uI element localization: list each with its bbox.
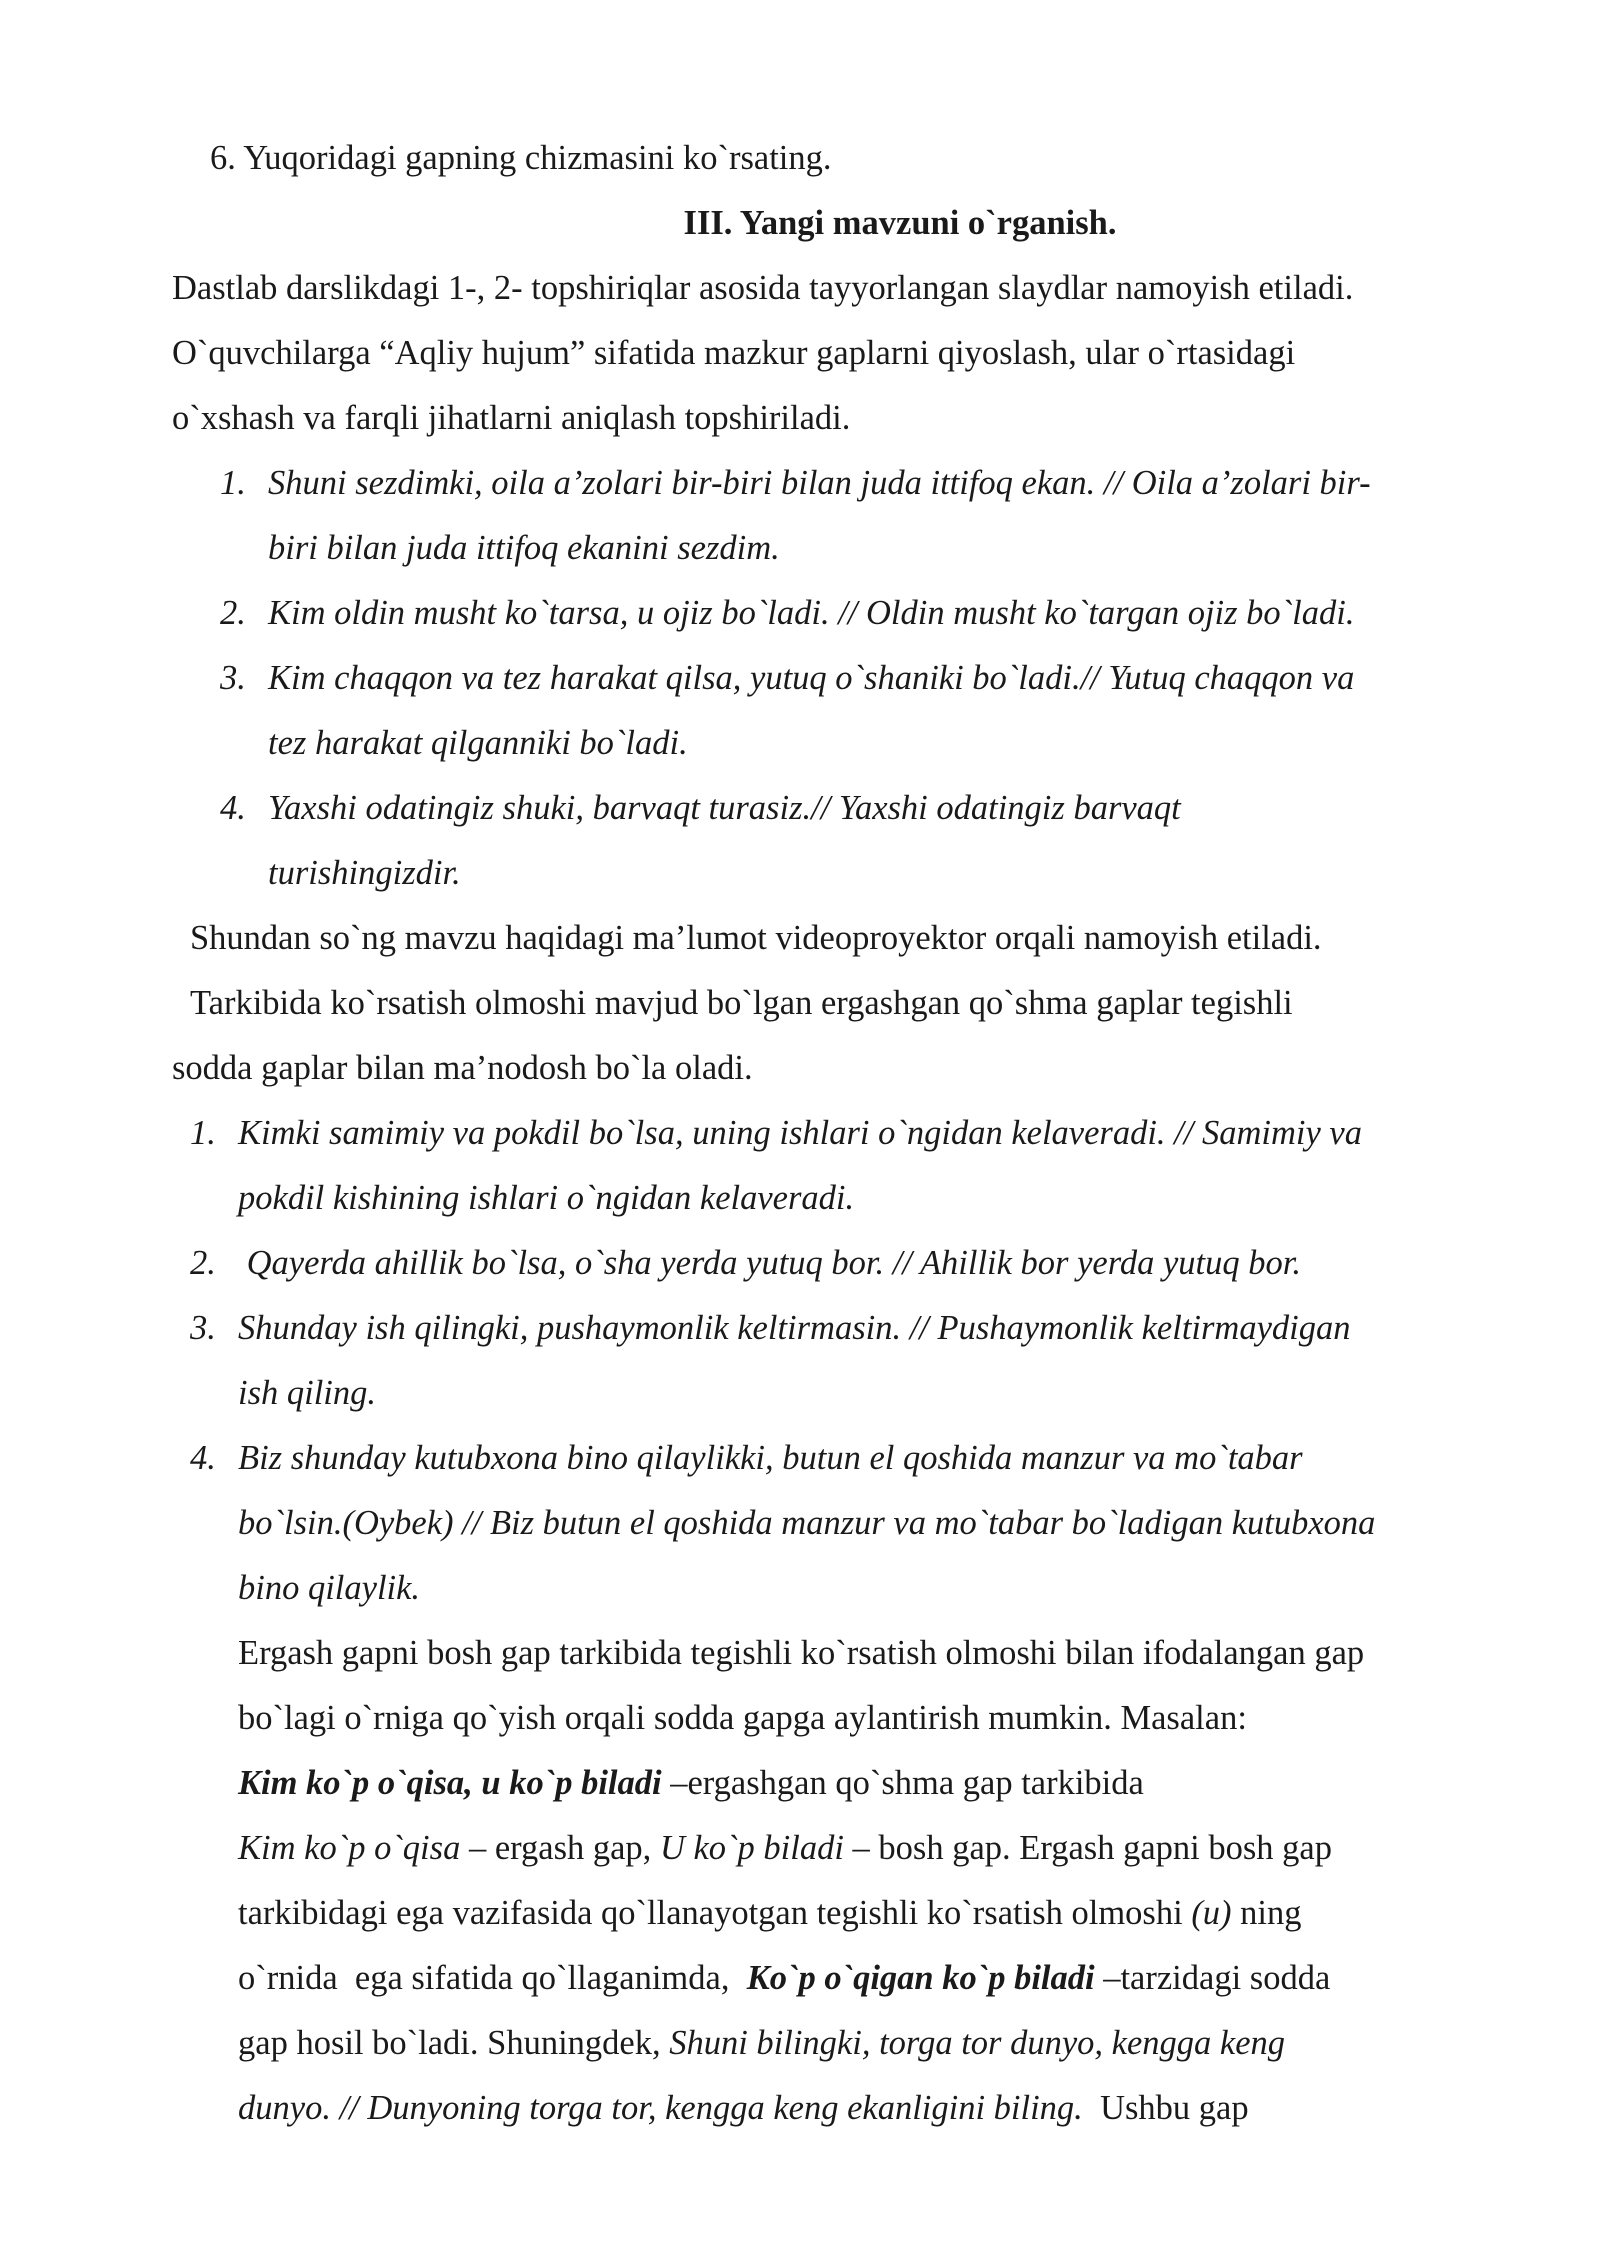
list-text: Qayerda ahillik bo`lsa, o`sha yerda yutuq bor. // Ahillik bor yerda yutuq bor. [238, 1244, 1301, 1282]
text-run: tarkibidagi ega vazifasida qo`llanayotgan tegishli ko`rsatish olmoshi [238, 1894, 1192, 1932]
list-b-item-4 [190, 1436, 1303, 1480]
list-number: 4. [190, 1439, 216, 1477]
list-a-item-4-cont: turishingizdir. [268, 854, 461, 892]
closing-line-4 [238, 1826, 1332, 1870]
list-text: Kim chaqqon va tez harakat qilsa, yutuq o`shaniki bo`ladi.// Yutuq chaqqon va [268, 659, 1355, 697]
middle-line-3: sodda gaplar bilan ma’nodosh bo`la oladi. [172, 1049, 753, 1087]
intro-line-1: Dastlab darslikdagi 1-, 2- topshiriqlar asosida tayyorlangan slaydlar namoyish etiladi. [172, 269, 1354, 307]
list-b-item-1-cont: pokdil kishining ishlari o`ngidan kelaveradi. [238, 1179, 855, 1217]
intro-line-2: O`quvchilarga “Aqliy hujum” sifatida mazkur gaplarni qiyoslash, ular o`rtasidagi [172, 334, 1296, 372]
list-a-item-1 [220, 461, 1371, 505]
list-b-item-4-cont: bo`lsin.(Oybek) // Biz butun el qoshida manzur va mo`tabar bo`ladigan kutubxona [238, 1504, 1376, 1542]
list-number: 4. [220, 789, 246, 827]
list-text: Kimki samimiy va pokdil bo`lsa, uning ishlari o`ngidan kelaveradi. // Samimiy va [238, 1114, 1362, 1152]
middle-line-2: Tarkibida ko`rsatish olmoshi mavjud bo`lgan ergashgan qo`shma gaplar tegishli [190, 984, 1293, 1022]
list-a-item-3-cont: tez harakat qilganniki bo`ladi. [268, 724, 688, 762]
text-run: gap hosil bo`ladi. Shuningdek, [238, 2024, 670, 2062]
list-b-item-3-cont: ish qiling. [238, 1374, 377, 1412]
example-sentence: Kim ko`p o`qisa, u ko`p biladi [238, 1764, 662, 1802]
text-run: – ergash gap, [460, 1829, 660, 1867]
closing-line-6 [238, 1956, 1330, 2000]
list-number: 3. [220, 659, 246, 697]
list-a-item-2 [220, 591, 1354, 635]
closing-line-8 [238, 2086, 1249, 2130]
list-a-item-4 [220, 786, 1181, 830]
intro-line-3: o`xshash va farqli jihatlarni aniqlash topshiriladi. [172, 399, 851, 437]
list-a-item-3 [220, 656, 1354, 700]
italic-run: Kim ko`p o`qisa [238, 1829, 461, 1867]
list-number: 2. [190, 1244, 216, 1282]
italic-run: dunyo. // Dunyoning torga tor, kengga keng ekanligini biling. [238, 2089, 1083, 2127]
list-text: Shuni sezdimki, oila a’zolari bir-biri bilan juda ittifoq ekan. // Oila a’zolari bir- [268, 464, 1371, 502]
closing-line-2: bo`lagi o`rniga qo`yish orqali sodda gapga aylantirish mumkin. Masalan: [238, 1699, 1247, 1737]
text-run: ning [1231, 1894, 1302, 1932]
italic-run: U ko`p biladi [659, 1829, 844, 1867]
top-list-item: 6. Yuqoridagi gapning chizmasini ko`rsating. [210, 139, 832, 177]
text-run: –ergashgan qo`shma gap tarkibida [661, 1764, 1144, 1802]
list-b-item-2 [190, 1241, 1301, 1285]
closing-line-5 [238, 1891, 1302, 1935]
italic-run: (u) [1191, 1894, 1232, 1932]
list-number: 1. [190, 1114, 216, 1152]
text-run: – bosh gap. Ergash gapni bosh gap [843, 1829, 1332, 1867]
closing-line-7 [238, 2021, 1285, 2065]
closing-line-3 [238, 1761, 1144, 1805]
list-number: 1. [220, 464, 246, 502]
list-text: Biz shunday kutubxona bino qilaylikki, butun el qoshida manzur va mo`tabar [238, 1439, 1303, 1477]
list-number: 3. [190, 1309, 216, 1347]
list-a-item-1-cont: biri bilan juda ittifoq ekanini sezdim. [268, 529, 780, 567]
list-b-item-1 [190, 1111, 1362, 1155]
list-text: Yaxshi odatingiz shuki, barvaqt turasiz.// Yaxshi odatingiz barvaqt [268, 789, 1181, 827]
list-text: Shunday ish qilingki, pushaymonlik keltirmasin. // Pushaymonlik keltirmaydigan [238, 1309, 1351, 1347]
list-b-item-4-cont-2: bino qilaylik. [238, 1569, 421, 1607]
text-run: o`rnida ega sifatida qo`llaganimda, [238, 1959, 747, 1997]
list-number: 2. [220, 594, 246, 632]
example-sentence: Ko`p o`qigan ko`p biladi [746, 1959, 1095, 1997]
section-title: III. Yangi mavzuni o`rganish. [683, 204, 1117, 242]
text-run: Ushbu gap [1082, 2089, 1249, 2127]
italic-run: Shuni bilingki, torga tor dunyo, kengga keng [669, 2024, 1286, 2062]
text-run: –tarzidagi sodda [1094, 1959, 1331, 1997]
list-text: Kim oldin musht ko`tarsa, u ojiz bo`ladi. // Oldin musht ko`targan ojiz bo`ladi. [268, 594, 1355, 632]
list-b-item-3 [190, 1306, 1350, 1350]
middle-line-1: Shundan so`ng mavzu haqidagi ma’lumot videoproyektor orqali namoyish etiladi. [190, 919, 1322, 957]
closing-line-1: Ergash gapni bosh gap tarkibida tegishli ko`rsatish olmoshi bilan ifodalangan gap [238, 1634, 1365, 1672]
